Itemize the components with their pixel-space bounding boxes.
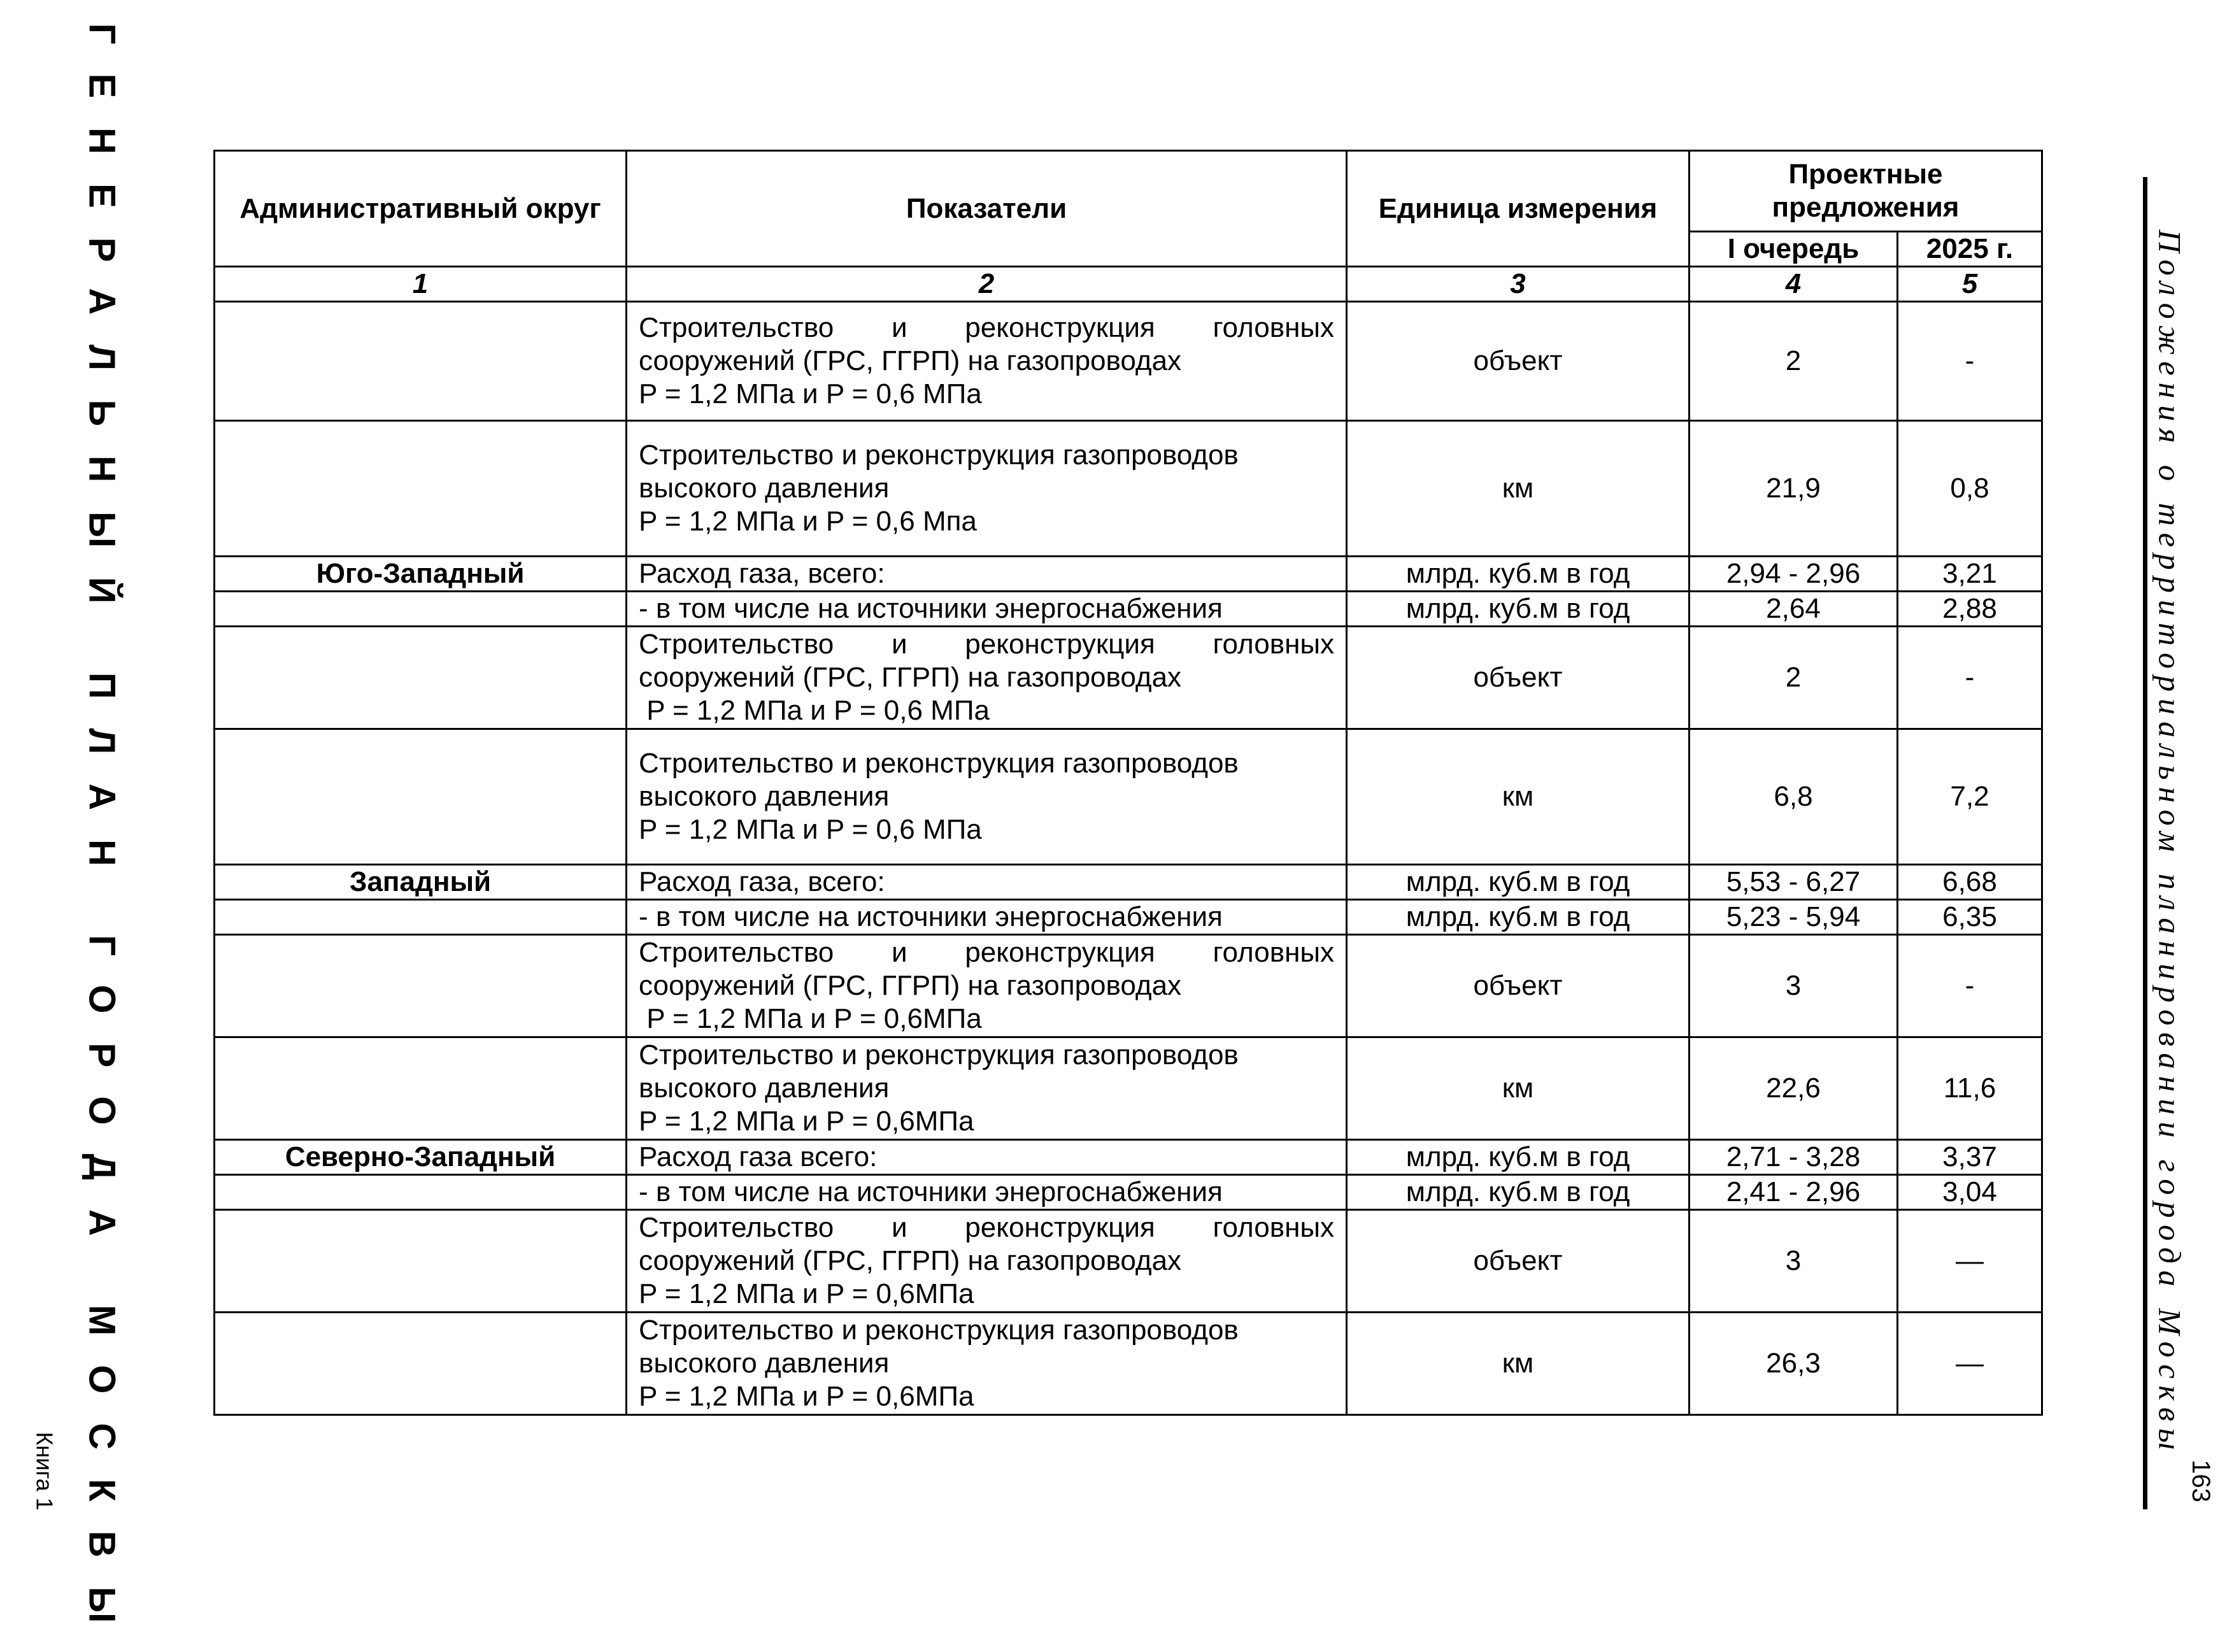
left-running-title <box>64 23 140 1652</box>
table-row <box>215 1313 2042 1415</box>
indicator-line: - в том числе на источники энергоснабжения <box>639 593 1223 624</box>
cell-indicator <box>627 900 1347 935</box>
cell-indicator <box>627 1140 1347 1175</box>
indicator-line: высокого давления <box>639 473 890 504</box>
indicator-line: высокого давления <box>639 781 890 812</box>
cell-district: Западный <box>215 865 627 900</box>
indicator-line: Строительство и реконструкция газопроводов <box>639 439 1239 471</box>
indicator-line: сооружений (ГРС, ГГРП) на газопроводах <box>639 970 1182 1001</box>
cell-indicator <box>627 421 1347 557</box>
indicator-line: P = 1,2 МПа и P = 0,6 МПа <box>639 695 990 726</box>
cell-unit: млрд. куб.м в год <box>1347 557 1690 592</box>
cell-first-stage: 26,3 <box>1690 1313 1898 1415</box>
cell-unit: км <box>1347 421 1690 557</box>
indicator-line: Строительство и реконструкция головных <box>639 629 1334 660</box>
cell-year-2025: 2,88 <box>1898 592 2042 627</box>
cell-first-stage: 5,53 - 6,27 <box>1690 865 1898 900</box>
indicator-line: - в том числе на источники энергоснабжения <box>639 901 1223 932</box>
cell-district <box>215 1313 627 1415</box>
cell-year-2025: — <box>1898 1210 2042 1313</box>
column-number: 1 <box>215 267 627 302</box>
book-label-text: Книга 1 <box>32 1432 59 1511</box>
cell-first-stage: 22,6 <box>1690 1037 1898 1140</box>
cell-district <box>215 302 627 421</box>
cell-indicator <box>627 935 1347 1037</box>
indicator-line: сооружений (ГРС, ГГРП) на газопроводах <box>639 662 1182 693</box>
cell-year-2025: 11,6 <box>1898 1037 2042 1140</box>
indicator-line: P = 1,2 МПа и P = 0,6 Мпа <box>639 506 977 537</box>
indicator-line: Строительство и реконструкция головных <box>639 937 1334 968</box>
cell-district <box>215 900 627 935</box>
cell-unit: км <box>1347 1313 1690 1415</box>
indicator-line: Строительство и реконструкция головных <box>639 1212 1334 1243</box>
indicator-line: высокого давления <box>639 1348 890 1379</box>
cell-year-2025: 0,8 <box>1898 421 2042 557</box>
cell-year-2025: 7,2 <box>1898 729 2042 865</box>
cell-year-2025: - <box>1898 302 2042 421</box>
cell-first-stage: 2,41 - 2,96 <box>1690 1175 1898 1210</box>
cell-district <box>215 1037 627 1140</box>
column-number: 2 <box>627 267 1347 302</box>
cell-district <box>215 592 627 627</box>
cell-indicator <box>627 627 1347 729</box>
cell-district: Северно-Западный <box>215 1140 627 1175</box>
cell-year-2025: 3,37 <box>1898 1140 2042 1175</box>
cell-unit: млрд. куб.м в год <box>1347 1140 1690 1175</box>
table-body <box>215 302 2042 1415</box>
indicator-line: P = 1,2 МПа и P = 0,6МПа <box>639 1278 974 1309</box>
cell-year-2025: — <box>1898 1313 2042 1415</box>
header-district: Административный округ <box>215 151 627 267</box>
table-row <box>215 1140 2042 1175</box>
cell-indicator <box>627 1313 1347 1415</box>
cell-year-2025: 6,35 <box>1898 900 2042 935</box>
cell-district <box>215 935 627 1037</box>
header-year-2025: 2025 г. <box>1898 232 2042 267</box>
indicator-line: Расход газа всего: <box>639 1141 878 1172</box>
cell-district: Юго-Западный <box>215 557 627 592</box>
cell-first-stage: 2 <box>1690 302 1898 421</box>
cell-first-stage: 3 <box>1690 1210 1898 1313</box>
right-margin-rule <box>2143 177 2147 1509</box>
cell-year-2025: - <box>1898 935 2042 1037</box>
cell-district <box>215 627 627 729</box>
table-row <box>215 1210 2042 1313</box>
cell-first-stage: 2,64 <box>1690 592 1898 627</box>
gas-supply-table <box>213 150 2043 1416</box>
column-number: 3 <box>1347 267 1690 302</box>
indicator-line: P = 1,2 МПа и P = 0,6МПа <box>639 1003 982 1034</box>
cell-first-stage: 21,9 <box>1690 421 1898 557</box>
cell-indicator <box>627 1175 1347 1210</box>
indicator-line: высокого давления <box>639 1072 890 1104</box>
column-number: 4 <box>1690 267 1898 302</box>
cell-district <box>215 1175 627 1210</box>
page-number-text: 163 <box>2186 1459 2215 1502</box>
column-number-row <box>215 267 2042 302</box>
cell-indicator <box>627 729 1347 865</box>
header-unit: Единица измерения <box>1347 151 1690 267</box>
table-row <box>215 592 2042 627</box>
indicator-line: P = 1,2 МПа и P = 0,6 МПа <box>639 378 982 409</box>
cell-year-2025: 6,68 <box>1898 865 2042 900</box>
cell-unit: объект <box>1347 1210 1690 1313</box>
table-row <box>215 729 2042 865</box>
cell-indicator <box>627 865 1347 900</box>
cell-unit: млрд. куб.м в год <box>1347 592 1690 627</box>
indicator-line: - в том числе на источники энергоснабжения <box>639 1176 1223 1207</box>
cell-unit: км <box>1347 729 1690 865</box>
cell-first-stage: 6,8 <box>1690 729 1898 865</box>
running-title-left-text: ГЕНЕРАЛЬНЫЙ ПЛАН ГОРОДА МОСКВЫ <box>81 23 123 1652</box>
header-first-stage: I очередь <box>1690 232 1898 267</box>
cell-first-stage: 2,94 - 2,96 <box>1690 557 1898 592</box>
table-row <box>215 1175 2042 1210</box>
table-row <box>215 900 2042 935</box>
right-running-title <box>2147 177 2192 1509</box>
cell-year-2025: 3,21 <box>1898 557 2042 592</box>
table-row <box>215 421 2042 557</box>
cell-indicator <box>627 1210 1347 1313</box>
indicator-line: Строительство и реконструкция головных <box>639 312 1334 343</box>
header-row <box>215 151 2042 232</box>
book-label <box>13 1407 76 1535</box>
indicator-line: P = 1,2 МПа и P = 0,6МПа <box>639 1381 974 1412</box>
cell-first-stage: 3 <box>1690 935 1898 1037</box>
indicator-line: Строительство и реконструкция газопроводов <box>639 1314 1239 1346</box>
table-row <box>215 302 2042 421</box>
cell-district <box>215 729 627 865</box>
cell-unit: млрд. куб.м в год <box>1347 900 1690 935</box>
running-title-right-text: Положения о территориальном планировании города Москвы <box>2152 229 2188 1457</box>
table-row <box>215 865 2042 900</box>
indicator-line: Расход газа, всего: <box>639 558 885 589</box>
page-number <box>2178 1458 2223 1503</box>
indicator-line: Строительство и реконструкция газопроводов <box>639 748 1239 779</box>
indicator-line: сооружений (ГРС, ГГРП) на газопроводах <box>639 1245 1182 1276</box>
cell-unit: км <box>1347 1037 1690 1140</box>
cell-indicator <box>627 302 1347 421</box>
table-row <box>215 1037 2042 1140</box>
cell-first-stage: 2 <box>1690 627 1898 729</box>
header-proposals: Проектные предложения <box>1690 151 2042 232</box>
cell-unit: объект <box>1347 627 1690 729</box>
table-row <box>215 935 2042 1037</box>
cell-year-2025: 3,04 <box>1898 1175 2042 1210</box>
cell-first-stage: 5,23 - 5,94 <box>1690 900 1898 935</box>
cell-indicator <box>627 592 1347 627</box>
cell-year-2025: - <box>1898 627 2042 729</box>
table-row <box>215 557 2042 592</box>
cell-district <box>215 1210 627 1313</box>
table-row <box>215 627 2042 729</box>
indicator-line: Расход газа, всего: <box>639 866 885 897</box>
indicator-line: Строительство и реконструкция газопроводов <box>639 1039 1239 1071</box>
column-number: 5 <box>1898 267 2042 302</box>
indicator-line: P = 1,2 МПа и P = 0,6МПа <box>639 1106 974 1137</box>
cell-district <box>215 421 627 557</box>
cell-unit: млрд. куб.м в год <box>1347 1175 1690 1210</box>
cell-indicator <box>627 557 1347 592</box>
indicator-line: сооружений (ГРС, ГГРП) на газопроводах <box>639 345 1182 376</box>
cell-unit: млрд. куб.м в год <box>1347 865 1690 900</box>
cell-first-stage: 2,71 - 3,28 <box>1690 1140 1898 1175</box>
header-indicators: Показатели <box>627 151 1347 267</box>
cell-unit: объект <box>1347 302 1690 421</box>
cell-indicator <box>627 1037 1347 1140</box>
indicator-line: P = 1,2 МПа и P = 0,6 МПа <box>639 814 982 845</box>
cell-unit: объект <box>1347 935 1690 1037</box>
